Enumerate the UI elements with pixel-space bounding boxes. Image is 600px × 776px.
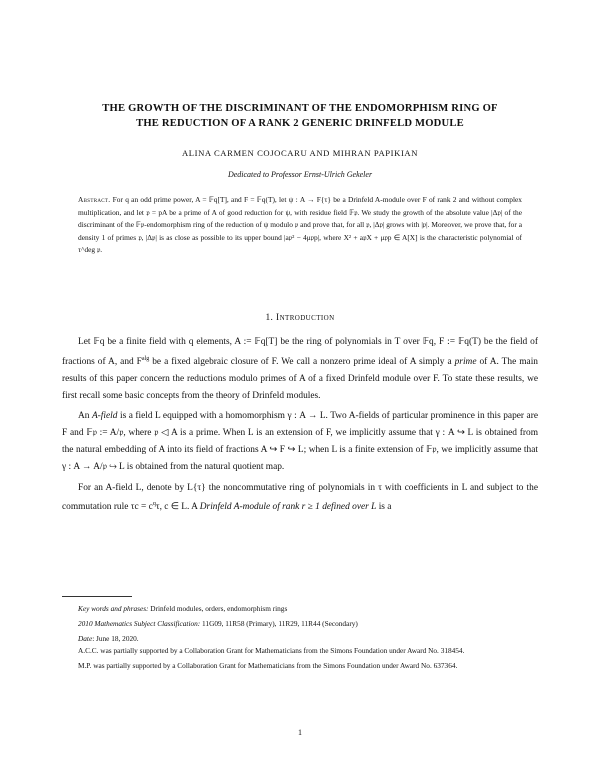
body-text xyxy=(62,334,538,520)
footnote-date: Date: June 18, 2020. xyxy=(78,634,139,643)
abstract xyxy=(78,194,522,257)
abstract-text: For q an odd prime power, A = 𝔽q[T], and F = 𝔽q(T), let ψ : A → F{τ} be a Drinfeld A-module over F of rank 2 and without complex multiplication, and let 𝔭 = pA be a prime of A of good reduction for ψ, with residue field 𝔽𝔭. We study the growth of the absolute value |Δ𝔭| of the discriminant of the 𝔽𝔭-endomorphism ring of the reduction of ψ modulo 𝔭 and prove that, for all 𝔭, |Δ𝔭| grows with |𝔭|. Moreover, we prove that, for a density 1 of primes 𝔭, |Δ𝔭| is as close as possible to its upper bound |a𝔭² − 4μ𝔭p|, where X² + a𝔭X + μ𝔭p ∈ A[X] is the characteristic polynomial of τ^deg 𝔭. xyxy=(78,195,522,255)
section-number: 1. xyxy=(265,313,274,323)
footnote-acc: A.C.C. was partially supported by a Collaboration Grant for Mathematicians from the Simons Foundation under Award No. 318454. xyxy=(78,646,465,655)
footnote-mp: M.P. was partially supported by a Collaboration Grant for Mathematicians from the Simons Foundation under Award No. 637364. xyxy=(78,661,458,670)
section-title: Introduction xyxy=(276,313,335,323)
dedication: Dedicated to Professor Ernst-Ulrich Gekeler xyxy=(227,170,373,179)
section-heading xyxy=(0,313,600,323)
footnotes xyxy=(62,603,538,672)
title-line-2: THE REDUCTION OF A RANK 2 GENERIC DRINFELD MODULE xyxy=(136,118,464,129)
title-line-1: THE GROWTH OF THE DISCRIMINANT OF THE ENDOMORPHISM RING OF xyxy=(102,103,498,114)
paragraph-1: Let 𝔽q be a finite field with q elements, A := 𝔽q[T] be the ring of polynomials in T over 𝔽q, F := 𝔽q(T) be the field of fractions of A, and $F^{alg}$ be a fixed algebraic closure of F. We call a nonzero prime ideal of A simply a prime of A. The main results of this paper concern the reductions modulo primes of A of a fixed Drinfeld module over F. To state these results, we first recall some basic concepts from the theory of Drinfeld modules. xyxy=(62,337,538,401)
abstract-label: Abstract. xyxy=(78,195,111,204)
footnote-keywords: Key words and phrases: Drinfeld modules, orders, endomorphism rings xyxy=(78,604,288,613)
paper-title xyxy=(70,101,530,131)
page-number: 1 xyxy=(298,728,302,737)
authors: ALINA CARMEN COJOCARU AND MIHRAN PAPIKIAN xyxy=(181,148,419,158)
footnote-msc: 2010 Mathematics Subject Classification: 11G09, 11R58 (Primary), 11R29, 11R44 (Secondary) xyxy=(78,619,358,628)
footnote-rule xyxy=(62,596,132,597)
paragraph-2: An A-field is a field L equipped with a homomorphism γ : A → L. Two A-fields of particular prominence in this paper are F and 𝔽𝔭 := A/𝔭, where 𝔭 ◁ A is a prime. When L is an extension of F, we implicitly assume that γ : A ↪ L is obtained from the natural embedding of A into its field of fractions A ↪ F ↪ L; when L is a finite extension of 𝔽𝔭, we implicitly assume that γ : A → A/𝔭 ↪ L is obtained from the natural quotient map. xyxy=(62,411,538,472)
paragraph-3: For an A-field L, denote by L{τ} the noncommutative ring of polynomials in τ with coefficients in L and subject to the commutation rule $\tau c = c^q\tau$, c ∈ L. A Drinfeld A-module of rank r ≥ 1 defined over L is a xyxy=(62,482,538,513)
